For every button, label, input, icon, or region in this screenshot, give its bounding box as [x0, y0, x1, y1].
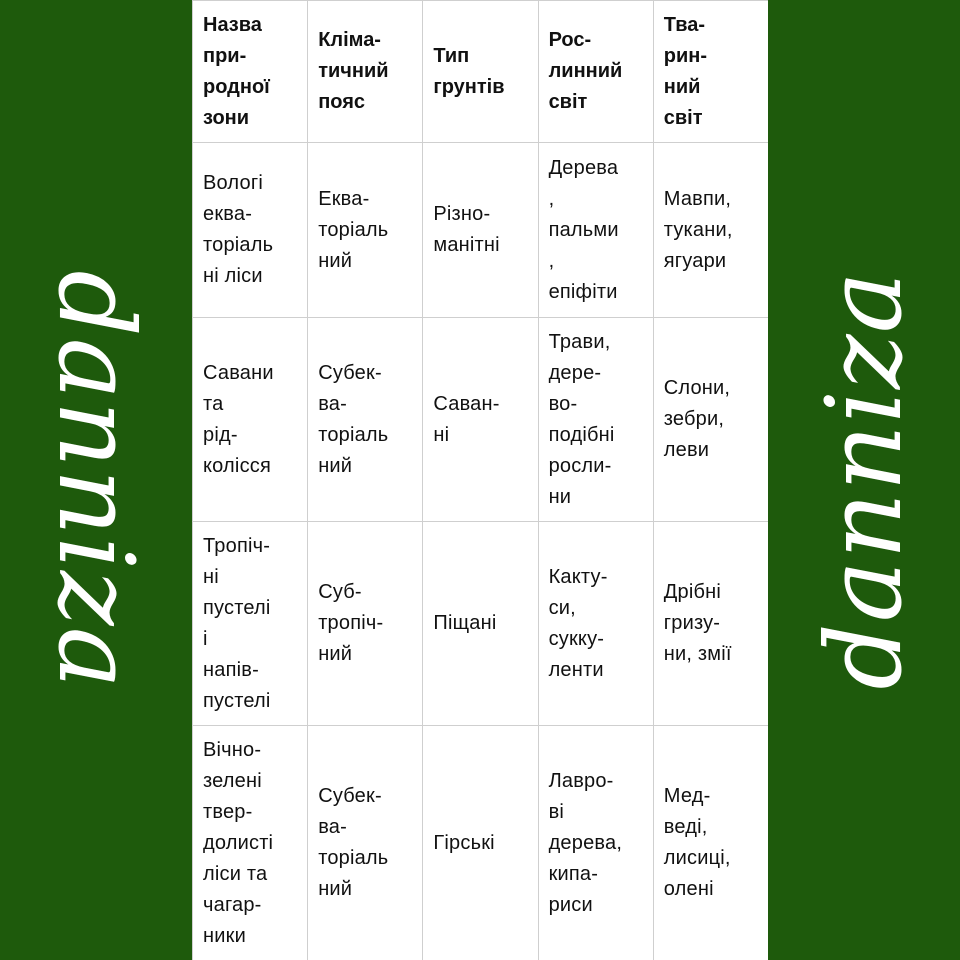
table-header-row [193, 1, 769, 143]
watermark-right: danniza [803, 270, 925, 690]
header-fauna: Тва- рин- ний світ [653, 1, 768, 143]
table-row [193, 318, 769, 522]
cell-soil-type: Гірські [423, 726, 538, 960]
cell-zone-name: Савани та рід- колісся [193, 318, 308, 522]
cell-soil-type: Піщані [423, 522, 538, 726]
header-flora: Рос- линний світ [538, 1, 653, 143]
cell-flora: Дерева , пальми , епіфіти [538, 143, 653, 318]
cell-fauna: Мавпи, тукани, ягуари [653, 143, 768, 318]
left-green-panel [0, 0, 192, 960]
natural-zones-table-sheet [192, 0, 768, 960]
cell-fauna: Дрібні гризу- ни, змії [653, 522, 768, 726]
cell-zone-name: Вічно- зелені твер- долисті ліси та чагар- ники [193, 726, 308, 960]
natural-zones-table [192, 0, 768, 960]
cell-flora: Лавро- ві дерева, кипа- риси [538, 726, 653, 960]
table-row [193, 143, 769, 318]
header-climate-belt: Кліма- тичний пояс [308, 1, 423, 143]
cell-flora: Какту- си, сукку- ленти [538, 522, 653, 726]
cell-fauna: Слони, зебри, леви [653, 318, 768, 522]
cell-zone-name: Тропіч- ні пустелі і напів- пустелі [193, 522, 308, 726]
header-zone-name: Назва при- родної зони [193, 1, 308, 143]
cell-soil-type: Саван- ні [423, 318, 538, 522]
watermark-left: danniza [35, 270, 157, 690]
table-row [193, 522, 769, 726]
right-green-panel [768, 0, 960, 960]
cell-climate-belt: Субек- ва- торіаль ний [308, 726, 423, 960]
cell-climate-belt: Суб- тропіч- ний [308, 522, 423, 726]
cell-zone-name: Вологі еква- торіаль ні ліси [193, 143, 308, 318]
cell-fauna: Мед- веді, лисиці, олені [653, 726, 768, 960]
cell-climate-belt: Еква- торіаль ний [308, 143, 423, 318]
cell-climate-belt: Субек- ва- торіаль ний [308, 318, 423, 522]
cell-flora: Трави, дере- во- подібні росли- ни [538, 318, 653, 522]
table-row [193, 726, 769, 960]
header-soil-type: Тип грунтів [423, 1, 538, 143]
cell-soil-type: Різно- манітні [423, 143, 538, 318]
